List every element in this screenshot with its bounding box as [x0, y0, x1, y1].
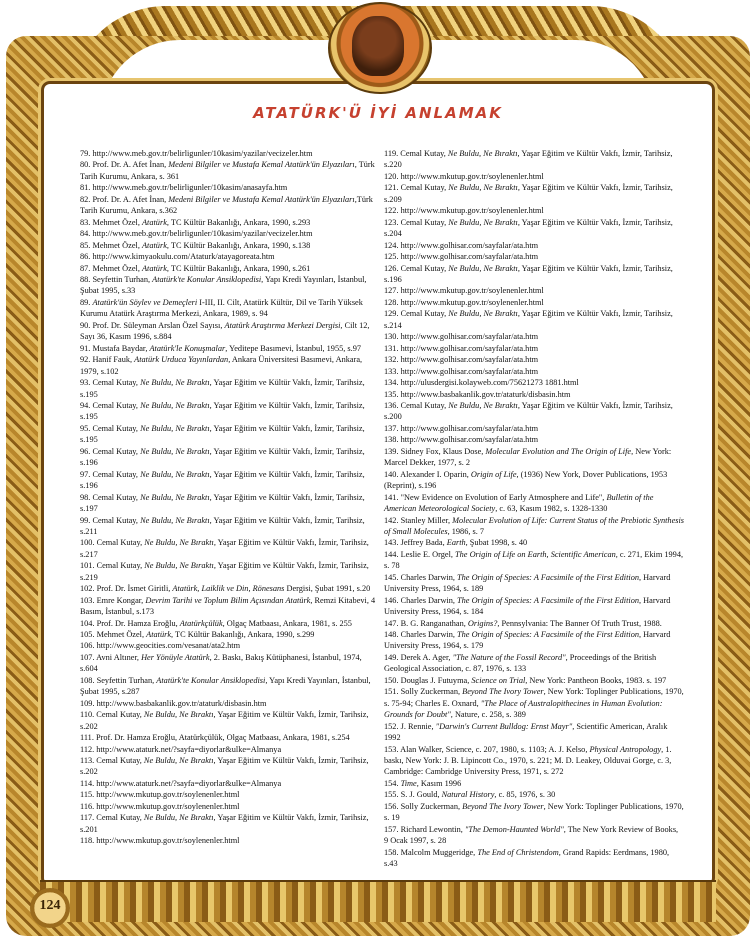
reference-title: Molecular Evolution of Life: Current Status of the Prebiotic Synthesis of Small Molecules: [384, 515, 685, 536]
reference-text: 125. http://www.golhisar.com/sayfalar/ata.htm: [384, 252, 539, 262]
reference-title: Beyond The Ivory Tower: [462, 687, 544, 697]
reference-item: [80, 618, 380, 629]
reference-text: , Yaşar Eğitim ve Kültür Vakfı, İzmir, Tarihsiz, s.220: [384, 149, 673, 170]
reference-text: 81. http://www.meb.gov.tr/belirligunler/10kasim/anasayfa.htm: [80, 183, 288, 193]
reference-text: , 1. baskı, New York: J. B. Lipincott Co., 1970, s. 221; M. D. Leakey, Olduvai Gorge, c. 3, Cambridge: Cambridge University Press, 1971, s. 272: [384, 744, 672, 777]
reference-text: 108. Seyfettin Turhan,: [80, 675, 157, 685]
reference-text: 84. http://www.meb.gov.tr/belirligunler/10kasim/yazilar/vecizeler.htm: [80, 229, 313, 239]
reference-title: Atatürk'te Konular Ansiklopedisi: [152, 274, 262, 284]
reference-title: Molecular Evolution and The Origin of Life: [485, 446, 632, 456]
reference-text: 80. Prof. Dr. A. Afet İnan,: [80, 160, 169, 170]
reference-text: , Scientific American, Aralık 1992: [384, 721, 668, 743]
reference-text: 130. http://www.golhisar.com/sayfalar/ata.htm: [384, 332, 539, 342]
reference-title: Atatürk Urduca Yayınlardan: [134, 355, 229, 365]
reference-item: [384, 778, 684, 789]
reference-item: [384, 847, 684, 870]
reference-text: 157. Richard Lewontin,: [384, 824, 465, 834]
reference-text: 93. Cemal Kutay,: [80, 378, 141, 388]
reference-item: [80, 320, 380, 343]
reference-text: Dergisi, Şubat 1991, s.20: [284, 584, 371, 594]
reference-text: 143. Jeffrey Bada,: [384, 538, 447, 548]
reference-title: Ne Buldu, Ne Bıraktı: [140, 515, 210, 525]
reference-text: 149. Derek A. Ager,: [384, 652, 453, 662]
reference-text: , Pennsylvania: The Banner Of Truth Trust, 1988.: [497, 618, 662, 628]
reference-item: [80, 343, 380, 354]
reference-item: [384, 629, 684, 652]
reference-item: [80, 263, 380, 274]
reference-text: 155. S. J. Gould,: [384, 790, 442, 800]
reference-item: [80, 217, 380, 228]
reference-item: [384, 400, 684, 423]
reference-title: Beyond The Ivory Tower: [462, 801, 544, 811]
reference-item: [384, 721, 684, 744]
reference-item: [80, 835, 380, 846]
reference-item: [384, 251, 684, 262]
reference-text: , (1936) New York, Dover Publications, 1953 (Reprint), s.196: [384, 469, 668, 491]
reference-text: 105. Mehmet Özel,: [80, 630, 147, 640]
references-right-column: [384, 148, 684, 870]
reference-text: 122. http://www.mkutup.gov.tr/soylenenler.html: [384, 206, 544, 216]
reference-title: Atatürk: [141, 263, 167, 273]
reference-text: , Olgaç Matbaası, Ankara, 1981, s. 255: [222, 618, 352, 628]
reference-text: 103. Emre Kongar,: [80, 595, 146, 605]
reference-text: 147. B. G. Ranganathan,: [384, 618, 468, 628]
reference-text: 100. Cemal Kutay,: [80, 538, 145, 548]
reference-item: [80, 515, 380, 538]
reference-item: [80, 423, 380, 446]
reference-text: 79. http://www.meb.gov.tr/belirligunler/10kasim/yazilar/vecizeler.htm: [80, 149, 313, 158]
reference-title: Ne Buldu, Ne Bıraktı: [140, 446, 210, 456]
reference-text: , Harvard University Press, 1964, s. 189: [384, 572, 671, 594]
reference-item: [384, 182, 684, 205]
reference-item: [80, 744, 380, 755]
reference-item: [384, 801, 684, 824]
reference-text: , Ankara Üniversitesi Basımevi, Ankara, 1979, s.102: [80, 355, 363, 376]
reference-item: [80, 560, 380, 583]
reference-text: , Yaşar Eğitim ve Kültür Vakfı, İzmir, Tarihsiz, s.195: [80, 400, 365, 422]
reference-text: , Yaşar Eğitim ve Kültür Vakfı, İzmir, Tarihsiz, s.204: [384, 217, 673, 239]
reference-title: Atatürk'le Konuşmalar: [149, 343, 226, 353]
reference-text: 88. Seyfettin Turhan,: [80, 274, 153, 284]
reference-item: [384, 537, 684, 548]
reference-item: [80, 492, 380, 515]
reference-item: [80, 159, 380, 182]
reference-title: Ne Buldu, Ne Bıraktı: [144, 538, 214, 548]
reference-text: 140. Alexander I. Oparin,: [384, 469, 471, 479]
reference-text: 138. http://www.golhisar.com/sayfalar/ata.htm: [384, 435, 539, 445]
reference-text: , TC Kültür Bakanlığı, Ankara, 1990, s.299: [171, 630, 315, 640]
reference-title: Her Yönüyle Atatürk: [141, 652, 210, 662]
reference-text: 124. http://www.golhisar.com/sayfalar/ata.htm: [384, 240, 539, 250]
reference-item: [384, 652, 684, 675]
reference-item: [384, 331, 684, 342]
reference-text: 151. Solly Zuckerman,: [384, 687, 463, 697]
reference-title: Atatürk: [141, 240, 167, 250]
reference-item: [80, 652, 380, 675]
reference-text: I-III, II. Cilt, Atatürk Kültür, Dil ve Tarih Yüksek Kurumu Atatürk Araştırma Merkezi, Ankara, 1989, s. 94: [80, 297, 363, 319]
reference-text: 148. Charles Darwin,: [384, 630, 458, 640]
reference-item: [384, 423, 684, 434]
reference-title: Origin of Life: [470, 469, 517, 479]
reference-title: Ne Buldu, Ne Bıraktı: [448, 400, 518, 410]
reference-item: [80, 251, 380, 262]
reference-text: 101. Cemal Kutay,: [80, 561, 145, 571]
reference-text: , Proceedings of the British Geological Association, c. 87, 1976, s. 133: [384, 652, 657, 674]
reference-title: Atatürkçülük: [179, 618, 223, 628]
reference-text: 154.: [384, 778, 401, 788]
reference-text: , New York: Toplinger Publications, 1970, s. 75-94; Charles E. Oxnard,: [384, 687, 684, 708]
reference-title: "The Nature of the Fossil Record": [452, 652, 566, 662]
reference-text: , Yaşar Eğitim ve Kültür Vakfı, İzmir, Tarihsiz, s.195: [80, 423, 365, 445]
reference-text: 113. Cemal Kutay,: [80, 756, 144, 766]
reference-item: [80, 778, 380, 789]
reference-text: , Harvard University Press, 1964, s. 184: [384, 595, 671, 617]
page-title: ATATÜRK'Ü İYİ ANLAMAK: [253, 104, 503, 122]
reference-text: , Yapı Kredi Yayınları, İstanbul, Şubat 1995, s.287: [80, 675, 371, 697]
reference-item: [80, 400, 380, 423]
reference-text: , Türk Tarih Kurumu, Ankara, s. 361: [80, 160, 375, 181]
reference-text: , Nature, c. 258, s. 389: [450, 710, 526, 720]
reference-item: [80, 709, 380, 732]
reference-text: , Yaşar Eğitim ve Kültür Vakfı, İzmir, Tarihsiz, s.202: [80, 710, 369, 731]
reference-title: Physical Antropology: [589, 744, 662, 754]
reference-text: 89.: [80, 297, 93, 307]
reference-text: 114. http://www.ataturk.net/?sayfa=diyorlar&ulke=Almanya: [80, 778, 282, 788]
reference-item: [80, 446, 380, 469]
reference-text: 128. http://www.mkutup.gov.tr/soylenenler.html: [384, 297, 544, 307]
reference-item: [80, 377, 380, 400]
reference-item: [80, 629, 380, 640]
reference-text: , c. 271, Ekim 1994, s. 78: [384, 549, 684, 571]
reference-title: Ne Buldu, Ne Bıraktı: [448, 183, 518, 193]
reference-item: [384, 572, 684, 595]
reference-item: [80, 194, 380, 217]
portrait-image: [352, 16, 404, 76]
reference-item: [384, 549, 684, 572]
reference-text: , Şubat 1998, s. 40: [465, 538, 528, 548]
reference-text: 112. http://www.ataturk.net/?sayfa=diyorlar&ulke=Almanya: [80, 744, 282, 754]
reference-text: 131. http://www.golhisar.com/sayfalar/ata.htm: [384, 343, 539, 353]
reference-item: [80, 469, 380, 492]
reference-item: [384, 148, 684, 171]
reference-text: 91. Mustafa Baydar,: [80, 343, 150, 353]
reference-title: The Origin of Species: A Facsimile of the First Edition: [457, 595, 640, 605]
reference-item: [384, 492, 684, 515]
reference-text: 116. http://www.mkutup.gov.tr/soylenenler.html: [80, 801, 240, 811]
reference-title: The Origin of Species: A Facsimile of the First Edition: [457, 572, 640, 582]
reference-text: 83. Mehmet Özel,: [80, 217, 142, 227]
reference-item: [80, 240, 380, 251]
reference-item: [80, 698, 380, 709]
reference-title: The Origin of Life on Earth, Scientific American: [455, 549, 616, 559]
reference-text: 104. Prof. Dr. Hamza Eroğlu,: [80, 618, 180, 628]
reference-text: , New York: Pantheon Books, 1983. s. 197: [525, 675, 667, 685]
reference-title: Atatürk: [146, 630, 172, 640]
reference-text: , TC Kültür Bakanlığı, Ankara, 1990, s.138: [166, 240, 311, 250]
reference-item: [80, 354, 380, 377]
page-number: 124: [39, 898, 61, 913]
reference-text: 111. Prof. Dr. Hamza Eroğlu, Atatürkçülük, Olgaç Matbaası, Ankara, 1981, s.254: [80, 733, 350, 743]
reference-title: Ne Buldu, Ne Bıraktı: [143, 756, 214, 766]
reference-item: [80, 755, 380, 778]
reference-item: [384, 377, 684, 388]
reference-title: Ne Buldu, Ne Bıraktı: [140, 492, 210, 502]
reference-text: 132. http://www.golhisar.com/sayfalar/ata.htm: [384, 355, 539, 365]
reference-title: Atatürk: [141, 217, 167, 227]
reference-text: , Yaşar Eğitim ve Kültür Vakfı, İzmir, Tarihsiz, s.217: [80, 538, 369, 559]
reference-title: Atatürk'te Konular Ansiklopedisi: [156, 675, 266, 685]
reference-item: [384, 515, 684, 538]
reference-title: Ne Buldu, Ne Bıraktı: [143, 710, 214, 720]
reference-text: 99. Cemal Kutay,: [80, 515, 141, 525]
reference-item: [384, 434, 684, 445]
reference-text: , The New York Review of Books, 9 Ocak 1997, s. 28: [384, 824, 679, 846]
reference-text: 115. http://www.mkutup.gov.tr/soylenenler.html: [80, 790, 240, 800]
reference-text: 135. http://www.basbakanlik.gov.tr/ataturk/disbasin.htm: [384, 389, 571, 399]
reference-item: [384, 308, 684, 331]
reference-text: 127. http://www.mkutup.gov.tr/soylenenler.html: [384, 286, 544, 296]
references-left-column: [80, 148, 380, 847]
reference-text: 92. Hanif Fauk,: [80, 355, 135, 365]
reference-title: Atatürk, Laiklik ve Din, Rönesans: [172, 584, 285, 594]
reference-item: [80, 640, 380, 651]
reference-text: , c. 63, Kasım 1982, s. 1328-1330: [495, 504, 608, 514]
reference-text: 145. Charles Darwin,: [384, 572, 458, 582]
reference-text: , Yaşar Eğitim ve Kültür Vakfı, İzmir, Tarihsiz, s.196: [80, 469, 365, 491]
reference-title: Ne Buldu, Ne Bıraktı: [447, 149, 518, 158]
reference-text: , New York: Toplinger Publications, 1970, s. 19: [384, 801, 684, 823]
reference-text: , 1986, s. 7: [447, 526, 485, 536]
reference-item: [384, 789, 684, 800]
reference-title: Ne Buldu, Ne Bıraktı: [448, 309, 518, 319]
reference-title: Bulletin of the American Meteorological Society: [384, 492, 654, 514]
reference-text: , c. 85, 1976, s. 30: [494, 790, 556, 800]
reference-text: 146. Charles Darwin,: [384, 595, 458, 605]
reference-text: 94. Cemal Kutay,: [80, 400, 141, 410]
reference-text: , Cilt 12, Sayı 36, Kasım 1996, s.884: [80, 320, 370, 342]
reference-item: [384, 469, 684, 492]
reference-text: , TC Kültür Bakanlığı, Ankara, 1990, s.293: [166, 217, 311, 227]
reference-item: [384, 171, 684, 182]
reference-item: [384, 297, 684, 308]
reference-item: [80, 812, 380, 835]
reference-text: , Yaşar Eğitim ve Kültür Vakfı, İzmir, Tarihsiz, s.197: [80, 492, 365, 514]
reference-text: 153. Alan Walker, Science, c. 207, 1980, s. 1103; A. J. Kelso,: [384, 744, 590, 754]
reference-item: [80, 675, 380, 698]
reference-text: 95. Cemal Kutay,: [80, 423, 141, 433]
reference-item: [384, 744, 684, 778]
reference-title: "Darwin's Current Bulldog: Ernst Mayr": [435, 721, 573, 731]
reference-text: , Yaşar Eğitim ve Kültür Vakfı, İzmir, Tarihsiz, s.202: [80, 756, 369, 777]
reference-text: 120. http://www.mkutup.gov.tr/soylenenler.html: [384, 171, 544, 181]
reference-title: Ne Buldu, Ne Bıraktı: [140, 400, 210, 410]
reference-item: [80, 732, 380, 743]
reference-text: 150. Douglas J. Futuyma,: [384, 675, 472, 685]
reference-text: 137. http://www.golhisar.com/sayfalar/ata.htm: [384, 423, 539, 433]
reference-title: Atatürk Araştırma Merkezi Dergisi: [224, 320, 341, 330]
reference-title: Ne Buldu, Ne Bıraktı: [143, 813, 214, 823]
reference-title: Ne Buldu, Ne Bıraktı: [144, 561, 214, 571]
reference-item: [384, 686, 684, 720]
reference-title: "The Demon-Haunted World": [464, 824, 564, 834]
reference-text: 156. Solly Zuckerman,: [384, 801, 463, 811]
reference-title: Ne Buldu, Ne Bıraktı: [448, 263, 518, 273]
reference-text: 109. http://www.basbakanlik.gov.tr/ataturk/disbasin.htm: [80, 698, 267, 708]
reference-text: 119. Cemal Kutay,: [384, 149, 448, 158]
reference-text: 118. http://www.mkutup.gov.tr/soylenenler.html: [80, 836, 240, 846]
reference-item: [384, 205, 684, 216]
reference-item: [384, 824, 684, 847]
reference-item: [384, 366, 684, 377]
ornamental-bottom-band: [40, 880, 716, 922]
reference-text: 139. Sidney Fox, Klaus Dose,: [384, 446, 486, 456]
reference-text: 142. Stanley Miller,: [384, 515, 453, 525]
reference-text: , Yapı Kredi Yayınları, İstanbul, Şubat 1995, s.33: [80, 274, 367, 296]
reference-item: [80, 789, 380, 800]
reference-title: Ne Buldu, Ne Bıraktı: [140, 423, 210, 433]
reference-text: , Yaşar Eğitim ve Kültür Vakfı, İzmir, Tarihsiz, s.196: [80, 446, 365, 468]
reference-text: 121. Cemal Kutay,: [384, 183, 449, 193]
reference-text: , Remzi Kitabevi, 4 Basım, İstanbul, s.173: [80, 595, 376, 617]
reference-text: , Grand Rapids: Eerdmans, 1980, s.43: [384, 847, 670, 869]
reference-text: 144. Leslie E. Orgel,: [384, 549, 456, 559]
reference-text: 136. Cemal Kutay,: [384, 400, 449, 410]
reference-text: 126. Cemal Kutay,: [384, 263, 449, 273]
reference-text: , Yaşar Eğitim ve Kültür Vakfı, İzmir, Tarihsiz, s.196: [384, 263, 673, 284]
reference-text: ,Türk Tarih Kurumu, Ankara, s.362: [80, 194, 373, 216]
reference-item: [384, 263, 684, 286]
reference-title: Devrim Tarihi ve Toplum Bilim Açısından Atatürk: [145, 595, 311, 605]
reference-item: [384, 240, 684, 251]
reference-item: [384, 354, 684, 365]
reference-text: , Yaşar Eğitim ve Kültür Vakfı, İzmir, Tarihsiz, s.211: [80, 515, 365, 536]
reference-title: Ne Buldu, Ne Bıraktı: [448, 217, 518, 227]
reference-text: 110. Cemal Kutay,: [80, 710, 144, 720]
reference-item: [384, 217, 684, 240]
reference-text: , Harvard University Press, 1964, s. 179: [384, 630, 671, 651]
reference-text: 117. Cemal Kutay,: [80, 813, 144, 823]
reference-text: , Yaşar Eğitim ve Kültür Vakfı, İzmir, Tarihsiz, s.209: [384, 183, 673, 204]
reference-item: [80, 228, 380, 239]
reference-item: [80, 297, 380, 320]
reference-item: [80, 182, 380, 193]
reference-text: 87. Mehmet Özel,: [80, 263, 142, 273]
reference-title: The End of Christendom: [477, 847, 559, 857]
reference-text: 152. J. Rennie,: [384, 721, 436, 731]
reference-title: Origins?: [467, 618, 498, 628]
reference-text: 96. Cemal Kutay,: [80, 446, 141, 456]
reference-item: [384, 389, 684, 400]
reference-text: , Yaşar Eğitim ve Kültür Vakfı, İzmir, Tarihsiz, s.195: [80, 378, 365, 399]
reference-text: 102. Prof. Dr. İsmet Giritli,: [80, 584, 173, 594]
reference-item: [80, 537, 380, 560]
reference-item: [80, 148, 380, 159]
reference-text: , Yeditepe Basımevi, İstanbul, 1955, s.97: [225, 343, 361, 353]
reference-text: 129. Cemal Kutay,: [384, 309, 449, 319]
reference-text: 82. Prof. Dr. A. Afet İnan,: [80, 194, 169, 204]
reference-title: Medeni Bilgiler ve Mustafa Kemal Atatürk'ün Elyazıları: [168, 160, 355, 170]
reference-title: The Origin of Species: A Facsimile of the First Edition: [457, 630, 640, 640]
reference-text: 85. Mehmet Özel,: [80, 240, 142, 250]
reference-item: [384, 285, 684, 296]
reference-title: Time: [400, 778, 417, 788]
reference-title: Atatürk'ün Söylev ve Demeçleri: [92, 297, 198, 307]
reference-item: [80, 274, 380, 297]
reference-text: 123. Cemal Kutay,: [384, 217, 449, 227]
reference-text: , 2. Baskı, Bakış Kütüphanesi, İstanbul, 1974, s.604: [80, 652, 362, 674]
reference-item: [80, 595, 380, 618]
reference-text: , Yaşar Eğitim ve Kültür Vakfı, İzmir, Tarihsiz, s.214: [384, 309, 673, 330]
reference-text: , New York: Marcel Dekker, 1977, s. 2: [384, 446, 672, 468]
reference-title: Science on Trial: [471, 675, 526, 685]
reference-title: Ne Buldu, Ne Bıraktı: [140, 469, 210, 479]
reference-text: 133. http://www.golhisar.com/sayfalar/ata.htm: [384, 366, 539, 376]
reference-text: 134. http://ulusdergisi.kolayweb.com/75621273 1881.html: [384, 378, 579, 388]
reference-text: 158. Malcolm Muggeridge,: [384, 847, 478, 857]
reference-text: , TC Kültür Bakanlığı, Ankara, 1990, s.261: [166, 263, 311, 273]
reference-text: 141. "New Evidence on Evolution of Early Atmosphere and Life",: [384, 492, 607, 502]
reference-text: , Yaşar Eğitim ve Kültür Vakfı, İzmir, Tarihsiz, s.201: [80, 813, 369, 834]
reference-item: [384, 618, 684, 629]
reference-item: [384, 446, 684, 469]
reference-text: , Yaşar Eğitim ve Kültür Vakfı, İzmir, Tarihsiz, s.219: [80, 561, 369, 582]
reference-title: Natural History: [441, 790, 495, 800]
reference-item: [384, 595, 684, 618]
reference-text: , Yaşar Eğitim ve Kültür Vakfı, İzmir, Tarihsiz, s.200: [384, 400, 673, 422]
reference-text: 106. http://www.geocities.com/vesanat/ata2.htm: [80, 641, 241, 651]
reference-text: 97. Cemal Kutay,: [80, 469, 141, 479]
reference-title: Medeni Bilgiler ve Mustafa Kemal Atatürk'ün Elyazıları: [168, 194, 355, 204]
reference-item: [384, 343, 684, 354]
reference-text: 107. Avni Altıner,: [80, 652, 142, 662]
reference-title: Earth: [446, 538, 466, 548]
reference-text: 90. Prof. Dr. Süleyman Arslan Özel Sayısı,: [80, 320, 225, 330]
reference-title: "The Place of Australopithecines in Human Evolution: Grounds for Doubt": [384, 698, 663, 720]
reference-item: [384, 675, 684, 686]
reference-text: 98. Cemal Kutay,: [80, 492, 141, 502]
reference-title: Ne Buldu, Ne Bıraktı: [140, 378, 210, 388]
reference-text: 86. http://www.kimyaokulu.com/Ataturk/atayagoreata.htm: [80, 252, 275, 262]
reference-item: [80, 801, 380, 812]
reference-item: [80, 583, 380, 594]
reference-text: , Kasım 1996: [416, 778, 462, 788]
